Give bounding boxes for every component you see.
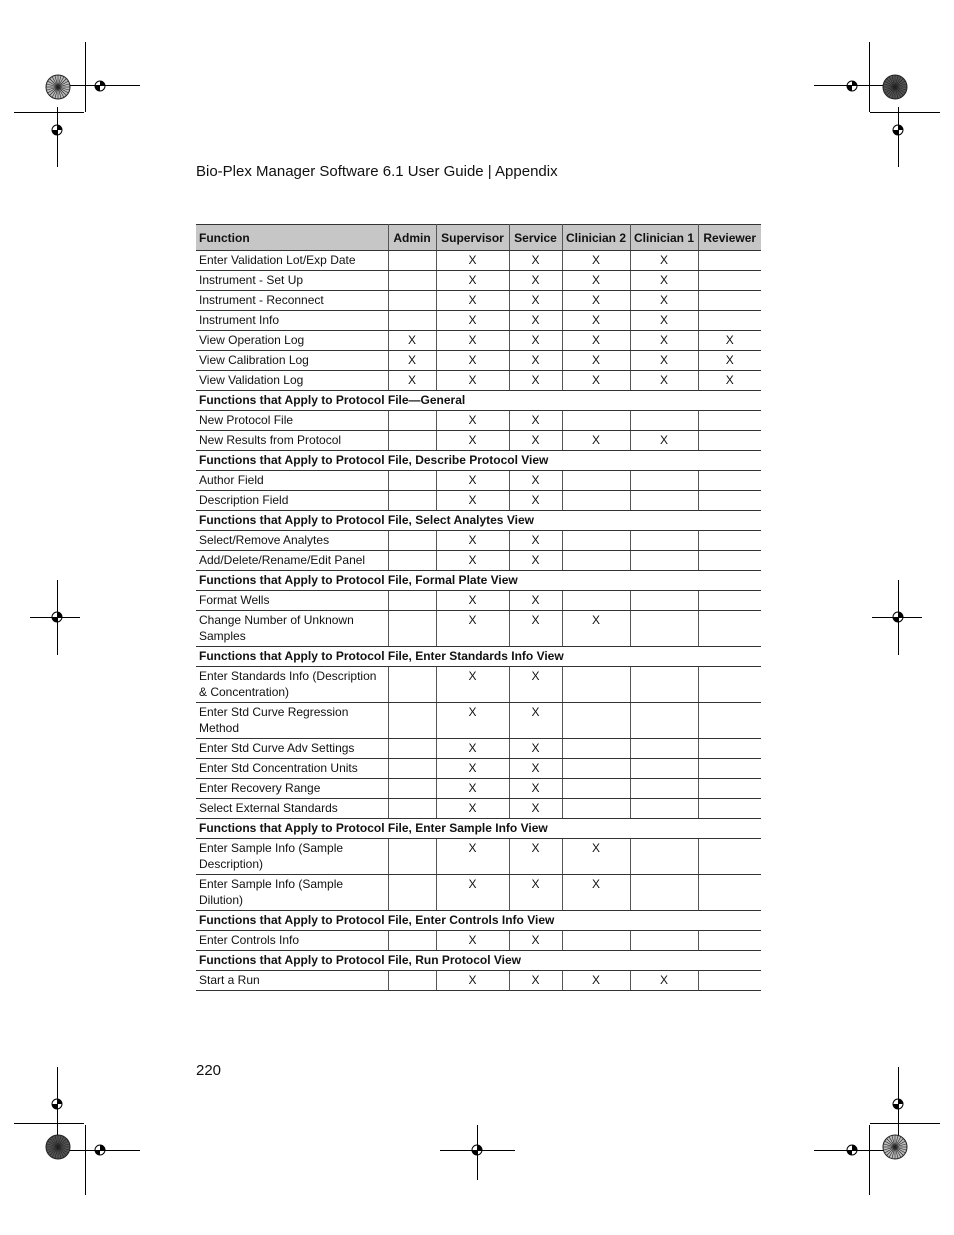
section-row xyxy=(196,391,761,411)
permission-cell xyxy=(388,759,436,779)
permission-cell: X xyxy=(562,611,630,647)
permission-cell xyxy=(388,591,436,611)
section-title: Functions that Apply to Protocol File, Run Protocol View xyxy=(196,951,761,971)
section-title: Functions that Apply to Protocol File, Select Analytes View xyxy=(196,511,761,531)
permission-cell: X xyxy=(562,351,630,371)
permission-cell xyxy=(630,703,698,739)
permission-cell: X xyxy=(630,331,698,351)
table-row xyxy=(196,971,761,991)
table-row xyxy=(196,591,761,611)
permission-cell: X xyxy=(436,971,509,991)
table-row xyxy=(196,351,761,371)
permission-cell xyxy=(388,411,436,431)
permission-cell: X xyxy=(509,271,562,291)
permission-cell xyxy=(698,471,761,491)
permission-cell: X xyxy=(509,971,562,991)
permission-cell: X xyxy=(436,611,509,647)
permission-cell xyxy=(698,779,761,799)
permission-cell: X xyxy=(630,351,698,371)
section-row xyxy=(196,511,761,531)
permission-cell: X xyxy=(562,839,630,875)
table-row xyxy=(196,739,761,759)
permission-cell xyxy=(698,875,761,911)
registration-crosshair-icon xyxy=(49,1096,65,1112)
permission-cell: X xyxy=(509,251,562,271)
function-cell: Select External Standards xyxy=(196,799,388,819)
permission-cell xyxy=(630,611,698,647)
permission-cell xyxy=(698,667,761,703)
permission-cell xyxy=(698,551,761,571)
section-row xyxy=(196,571,761,591)
function-cell: Change Number of Unknown Samples xyxy=(196,611,388,647)
registration-crosshair-icon xyxy=(49,122,65,138)
page-header: Bio-Plex Manager Software 6.1 User Guide | Appendix xyxy=(196,163,558,180)
function-cell: Enter Standards Info (Description & Concentration) xyxy=(196,667,388,703)
function-cell: Enter Sample Info (Sample Description) xyxy=(196,839,388,875)
permission-cell: X xyxy=(436,371,509,391)
permission-cell: X xyxy=(509,779,562,799)
permission-cell: X xyxy=(562,271,630,291)
permission-cell xyxy=(630,779,698,799)
registration-crosshair-icon xyxy=(890,609,906,625)
function-cell: Instrument - Set Up xyxy=(196,271,388,291)
table-row xyxy=(196,779,761,799)
permission-cell xyxy=(630,471,698,491)
permission-cell: X xyxy=(436,291,509,311)
permission-cell: X xyxy=(436,667,509,703)
permission-cell xyxy=(388,799,436,819)
registration-rosette-icon xyxy=(45,1134,71,1160)
permission-cell xyxy=(630,799,698,819)
permission-cell xyxy=(562,491,630,511)
permission-cell: X xyxy=(698,351,761,371)
permission-cell: X xyxy=(509,411,562,431)
permission-cell: X xyxy=(509,551,562,571)
crop-line xyxy=(14,112,84,113)
section-title: Functions that Apply to Protocol File, Enter Sample Info View xyxy=(196,819,761,839)
permission-cell: X xyxy=(630,431,698,451)
permission-cell: X xyxy=(509,331,562,351)
permission-cell: X xyxy=(509,431,562,451)
permission-cell: X xyxy=(562,251,630,271)
permission-cell xyxy=(388,971,436,991)
registration-crosshair-icon xyxy=(890,122,906,138)
page-number: 220 xyxy=(196,1062,222,1079)
permission-cell: X xyxy=(436,931,509,951)
permission-cell: X xyxy=(436,779,509,799)
table-body xyxy=(196,251,761,991)
function-cell: View Validation Log xyxy=(196,371,388,391)
permission-cell xyxy=(388,291,436,311)
permissions-table xyxy=(196,224,761,991)
table-row xyxy=(196,431,761,451)
table-row xyxy=(196,667,761,703)
registration-crosshair-icon xyxy=(844,78,860,94)
permission-cell xyxy=(630,551,698,571)
permission-cell: X xyxy=(436,271,509,291)
permission-cell: X xyxy=(436,703,509,739)
table-row xyxy=(196,491,761,511)
function-cell: New Protocol File xyxy=(196,411,388,431)
permission-cell: X xyxy=(388,351,436,371)
permission-cell xyxy=(388,551,436,571)
permission-cell: X xyxy=(436,471,509,491)
column-header: Supervisor xyxy=(436,225,509,251)
permission-cell xyxy=(698,739,761,759)
permission-cell xyxy=(630,759,698,779)
permission-cell xyxy=(388,251,436,271)
permission-cell: X xyxy=(436,759,509,779)
permission-cell: X xyxy=(509,799,562,819)
permission-cell: X xyxy=(509,351,562,371)
permission-cell: X xyxy=(509,591,562,611)
permission-cell xyxy=(630,491,698,511)
table-row xyxy=(196,331,761,351)
section-row xyxy=(196,911,761,931)
permission-cell: X xyxy=(436,799,509,819)
permission-cell xyxy=(562,591,630,611)
table-row xyxy=(196,759,761,779)
permission-cell: X xyxy=(509,531,562,551)
permission-cell xyxy=(698,591,761,611)
table-row xyxy=(196,311,761,331)
table-row xyxy=(196,291,761,311)
registration-crosshair-icon xyxy=(92,1142,108,1158)
function-cell: New Results from Protocol xyxy=(196,431,388,451)
permission-cell: X xyxy=(562,291,630,311)
section-title: Functions that Apply to Protocol File, Formal Plate View xyxy=(196,571,761,591)
permission-cell xyxy=(630,739,698,759)
permission-cell xyxy=(562,779,630,799)
permission-cell xyxy=(562,703,630,739)
permission-cell: X xyxy=(562,971,630,991)
permission-cell xyxy=(698,759,761,779)
permission-cell: X xyxy=(509,491,562,511)
permission-cell xyxy=(698,839,761,875)
permission-cell: X xyxy=(630,371,698,391)
function-cell: Enter Std Curve Regression Method xyxy=(196,703,388,739)
permission-cell: X xyxy=(436,551,509,571)
column-header: Function xyxy=(196,225,388,251)
permission-cell: X xyxy=(562,875,630,911)
permission-cell: X xyxy=(630,971,698,991)
function-cell: Format Wells xyxy=(196,591,388,611)
permission-cell xyxy=(698,271,761,291)
table-row xyxy=(196,271,761,291)
table-header-row xyxy=(196,225,761,251)
permission-cell xyxy=(698,311,761,331)
table-row xyxy=(196,875,761,911)
column-header: Reviewer xyxy=(698,225,761,251)
permission-cell xyxy=(388,471,436,491)
table-row xyxy=(196,411,761,431)
registration-crosshair-icon xyxy=(49,609,65,625)
permission-cell xyxy=(698,611,761,647)
permission-cell xyxy=(630,839,698,875)
permission-cell xyxy=(562,411,630,431)
permission-cell: X xyxy=(698,371,761,391)
permission-cell xyxy=(388,311,436,331)
permission-cell: X xyxy=(562,311,630,331)
registration-crosshair-icon xyxy=(92,78,108,94)
function-cell: View Operation Log xyxy=(196,331,388,351)
section-row xyxy=(196,647,761,667)
permission-cell xyxy=(562,531,630,551)
permission-cell: X xyxy=(698,331,761,351)
function-cell: Enter Std Concentration Units xyxy=(196,759,388,779)
registration-rosette-icon xyxy=(45,74,71,100)
function-cell: Add/Delete/Rename/Edit Panel xyxy=(196,551,388,571)
permission-cell xyxy=(388,839,436,875)
column-header: Admin xyxy=(388,225,436,251)
function-cell: Instrument - Reconnect xyxy=(196,291,388,311)
section-title: Functions that Apply to Protocol File, Enter Standards Info View xyxy=(196,647,761,667)
permission-cell xyxy=(388,779,436,799)
permission-cell: X xyxy=(388,371,436,391)
registration-crosshair-icon xyxy=(469,1142,485,1158)
permission-cell: X xyxy=(509,759,562,779)
permission-cell xyxy=(630,531,698,551)
function-cell: Enter Controls Info xyxy=(196,931,388,951)
permission-cell: X xyxy=(509,875,562,911)
permission-cell xyxy=(698,799,761,819)
function-cell: Author Field xyxy=(196,471,388,491)
crop-line xyxy=(869,42,870,112)
permission-cell xyxy=(698,971,761,991)
permission-cell xyxy=(562,759,630,779)
permission-cell: X xyxy=(436,431,509,451)
table-row xyxy=(196,703,761,739)
table-row xyxy=(196,611,761,647)
permission-cell: X xyxy=(436,531,509,551)
permission-cell xyxy=(562,667,630,703)
permission-cell: X xyxy=(436,591,509,611)
permission-cell xyxy=(388,431,436,451)
permission-cell xyxy=(630,411,698,431)
permission-cell: X xyxy=(436,875,509,911)
section-title: Functions that Apply to Protocol File, Describe Protocol View xyxy=(196,451,761,471)
permission-cell xyxy=(562,739,630,759)
permission-cell xyxy=(562,931,630,951)
permission-cell: X xyxy=(562,371,630,391)
registration-rosette-icon xyxy=(882,74,908,100)
table-row xyxy=(196,551,761,571)
permission-cell xyxy=(630,667,698,703)
permission-cell: X xyxy=(562,331,630,351)
permission-cell xyxy=(562,799,630,819)
permission-cell xyxy=(388,611,436,647)
permission-cell: X xyxy=(509,291,562,311)
registration-crosshair-icon xyxy=(844,1142,860,1158)
column-header: Clinician 2 xyxy=(562,225,630,251)
permission-cell: X xyxy=(630,311,698,331)
permission-cell xyxy=(388,531,436,551)
permission-cell: X xyxy=(436,839,509,875)
function-cell: Enter Recovery Range xyxy=(196,779,388,799)
permission-cell: X xyxy=(509,703,562,739)
function-cell: Enter Validation Lot/Exp Date xyxy=(196,251,388,271)
column-header: Clinician 1 xyxy=(630,225,698,251)
permission-cell: X xyxy=(436,491,509,511)
crop-line xyxy=(869,1125,870,1195)
section-row xyxy=(196,819,761,839)
permission-cell: X xyxy=(630,271,698,291)
section-title: Functions that Apply to Protocol File—General xyxy=(196,391,761,411)
permission-cell: X xyxy=(388,331,436,351)
function-cell: Description Field xyxy=(196,491,388,511)
function-cell: Enter Sample Info (Sample Dilution) xyxy=(196,875,388,911)
function-cell: Enter Std Curve Adv Settings xyxy=(196,739,388,759)
permission-cell xyxy=(698,703,761,739)
permission-cell xyxy=(388,875,436,911)
permission-cell: X xyxy=(436,739,509,759)
section-row xyxy=(196,451,761,471)
permission-cell: X xyxy=(509,839,562,875)
permission-cell: X xyxy=(509,931,562,951)
permission-cell xyxy=(562,551,630,571)
crop-line xyxy=(870,112,940,113)
permission-cell: X xyxy=(436,351,509,371)
permission-cell: X xyxy=(562,431,630,451)
permission-cell xyxy=(630,591,698,611)
permission-cell xyxy=(388,271,436,291)
function-cell: Select/Remove Analytes xyxy=(196,531,388,551)
permission-cell xyxy=(698,431,761,451)
crop-line xyxy=(870,1123,940,1124)
table-row xyxy=(196,371,761,391)
section-title: Functions that Apply to Protocol File, Enter Controls Info View xyxy=(196,911,761,931)
column-header: Service xyxy=(509,225,562,251)
permission-cell xyxy=(698,251,761,271)
permission-cell: X xyxy=(509,311,562,331)
table-row xyxy=(196,251,761,271)
crop-line xyxy=(14,1123,84,1124)
function-cell: View Calibration Log xyxy=(196,351,388,371)
function-cell: Start a Run xyxy=(196,971,388,991)
permission-cell: X xyxy=(436,251,509,271)
permission-cell xyxy=(388,667,436,703)
permission-cell xyxy=(562,471,630,491)
crop-line xyxy=(85,1125,86,1195)
permission-cell: X xyxy=(436,411,509,431)
permission-cell: X xyxy=(509,667,562,703)
table-row xyxy=(196,839,761,875)
registration-rosette-icon xyxy=(882,1134,908,1160)
permission-cell xyxy=(388,931,436,951)
permission-cell: X xyxy=(630,251,698,271)
function-cell: Instrument Info xyxy=(196,311,388,331)
registration-crosshair-icon xyxy=(890,1096,906,1112)
permission-cell: X xyxy=(509,611,562,647)
permission-cell: X xyxy=(436,311,509,331)
table-row xyxy=(196,471,761,491)
permission-cell xyxy=(630,931,698,951)
permission-cell xyxy=(698,931,761,951)
permission-cell xyxy=(388,739,436,759)
permission-cell: X xyxy=(509,739,562,759)
permission-cell xyxy=(698,411,761,431)
permission-cell: X xyxy=(630,291,698,311)
section-row xyxy=(196,951,761,971)
permission-cell: X xyxy=(509,371,562,391)
permission-cell xyxy=(698,531,761,551)
permission-cell xyxy=(698,491,761,511)
permission-cell xyxy=(388,703,436,739)
table-row xyxy=(196,799,761,819)
permission-cell xyxy=(388,491,436,511)
crop-line xyxy=(85,42,86,112)
permission-cell: X xyxy=(509,471,562,491)
table-row xyxy=(196,531,761,551)
permission-cell: X xyxy=(436,331,509,351)
permission-cell xyxy=(698,291,761,311)
permission-cell xyxy=(630,875,698,911)
table-row xyxy=(196,931,761,951)
